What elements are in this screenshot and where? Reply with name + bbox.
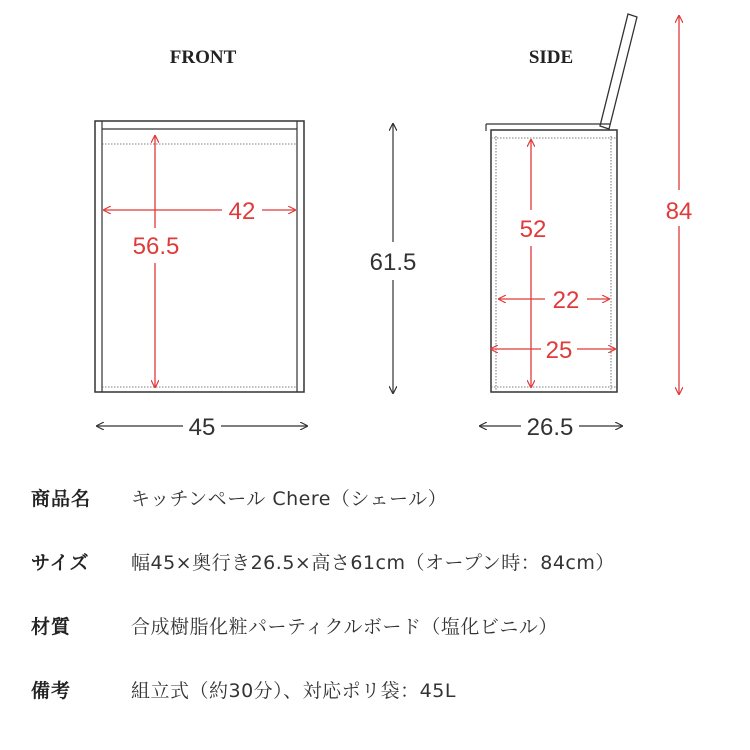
side-view-title: SIDE <box>528 47 574 68</box>
front-outline <box>95 121 304 392</box>
spec-label: 商品名 <box>31 487 92 510</box>
side-inner-depth-label: 22 <box>552 287 580 314</box>
spec-row-material <box>31 605 731 645</box>
front-outer-width-label: 45 <box>188 414 216 441</box>
front-view-title: FRONT <box>169 47 237 68</box>
side-depth-label: 25 <box>545 337 573 364</box>
front-inner-width-label: 42 <box>228 198 256 225</box>
spec-value: キッチンペール Chere（シェール） <box>131 487 448 510</box>
spec-value: 幅45×奥行き26.5×高さ61cm（オープン時：84cm） <box>131 551 615 574</box>
spec-label: サイズ <box>31 551 90 574</box>
side-view <box>486 14 637 392</box>
front-view <box>95 121 304 392</box>
side-inner-height-label: 52 <box>519 216 547 243</box>
spec-row-notes <box>31 669 731 709</box>
total-height-label: 61.5 <box>369 249 417 276</box>
open-height-label: 84 <box>665 198 693 225</box>
spec-label: 材質 <box>31 615 72 638</box>
side-open-lid <box>600 14 637 129</box>
spec-row-size <box>31 541 731 581</box>
spec-label: 備考 <box>31 679 72 702</box>
spec-value: 組立式（約30分）、対応ポリ袋：45L <box>131 679 456 702</box>
spec-value: 合成樹脂化粧パーティクルボード（塩化ビニル） <box>131 615 558 638</box>
side-outer-depth-label: 26.5 <box>526 414 574 441</box>
front-inner-height-label: 56.5 <box>132 233 180 260</box>
spec-row-product-name <box>31 477 731 517</box>
